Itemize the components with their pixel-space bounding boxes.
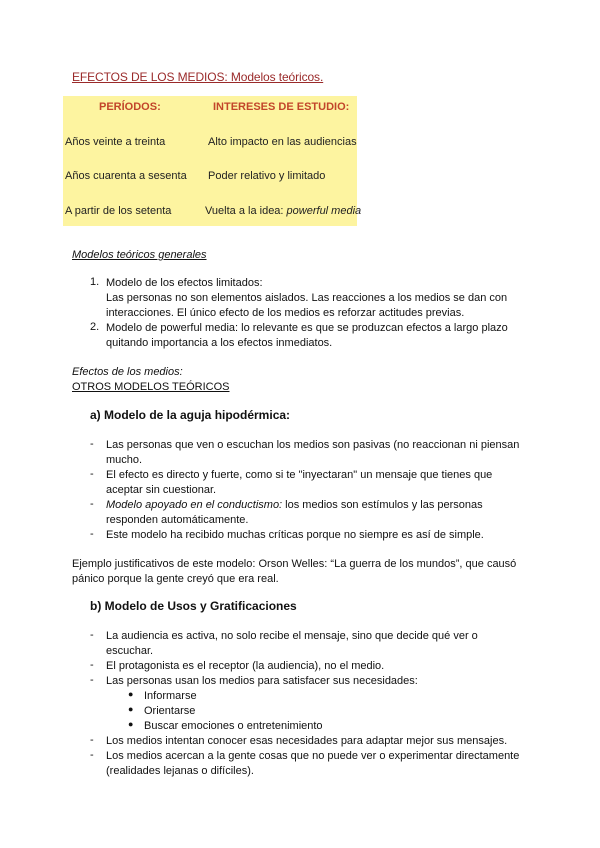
dot-bullet: ● bbox=[128, 719, 134, 729]
table-cell-period: Años cuarenta a sesenta bbox=[65, 170, 187, 182]
sub-list-item: Buscar emociones o entretenimiento bbox=[144, 720, 323, 732]
dash-bullet: - bbox=[90, 498, 94, 510]
effects-label: Efectos de los medios: bbox=[72, 366, 183, 378]
list-item-line: El protagonista es el receptor (la audiencia), no el medio. bbox=[106, 660, 385, 672]
list-item-line: Modelo apoyado en el conductismo: los medios son estímulos y las personas bbox=[106, 499, 483, 511]
dash-bullet: - bbox=[90, 438, 94, 450]
list-item-line: escuchar. bbox=[106, 645, 154, 657]
other-models-heading: OTROS MODELOS TEÓRICOS bbox=[72, 381, 230, 393]
example-text: Ejemplo justificativos de este modelo: Orson Welles: “La guerra de los mundos”, que causó bbox=[72, 558, 517, 570]
table-cell-period: Años veinte a treinta bbox=[65, 136, 166, 148]
list-item-line: aceptar sin cuestionar. bbox=[106, 484, 217, 496]
table-header-periods: PERÍODOS: bbox=[99, 101, 161, 113]
list-number: 2. bbox=[90, 321, 100, 333]
emphasis-text: Modelo apoyado en el conductismo: bbox=[106, 499, 283, 511]
list-item-line: El efecto es directo y fuerte, como si te "inyectaran" un mensaje que tienes que bbox=[106, 469, 493, 481]
list-item-line: Este modelo ha recibido muchas críticas porque no siempre es así de simple. bbox=[106, 529, 484, 541]
dot-bullet: ● bbox=[128, 689, 134, 699]
dot-bullet: ● bbox=[128, 704, 134, 714]
list-item-line: Los medios acercan a la gente cosas que no puede ver o experimentar directamente bbox=[106, 750, 520, 762]
table-cell-interest: Poder relativo y limitado bbox=[208, 170, 326, 182]
dash-bullet: - bbox=[90, 659, 94, 671]
list-item-line: Los medios intentan conocer esas necesidades para adaptar mejor sus mensajes. bbox=[106, 735, 508, 747]
dash-bullet: - bbox=[90, 674, 94, 686]
table-header-interests: INTERESES DE ESTUDIO: bbox=[213, 101, 350, 113]
table-cell-interest: Alto impacto en las audiencias bbox=[208, 136, 357, 148]
list-item-line: Las personas que ven o escuchan los medios son pasivas (no reaccionan ni piensan bbox=[106, 439, 520, 451]
list-item-line: (realidades lejanas o difíciles). bbox=[106, 765, 254, 777]
list-item-line: Las personas no son elementos aislados. Las reacciones a los medios se dan con bbox=[106, 292, 508, 304]
dash-bullet: - bbox=[90, 528, 94, 540]
example-text: pánico porque la gente creyó que era real. bbox=[72, 573, 279, 585]
dash-bullet: - bbox=[90, 629, 94, 641]
sub-list-item: Informarse bbox=[144, 690, 197, 702]
periods-table bbox=[63, 96, 362, 226]
list-item-line: responden automáticamente. bbox=[106, 514, 249, 526]
dash-bullet: - bbox=[90, 749, 94, 761]
table-cell-interest: Vuelta a la idea: powerful media bbox=[205, 205, 362, 217]
document-title: EFECTOS DE LOS MEDIOS: Modelos teóricos. bbox=[72, 70, 324, 84]
dash-bullet: - bbox=[90, 468, 94, 480]
list-item-line: interacciones. El único efecto de los medios es reforzar actitudes previas. bbox=[106, 307, 465, 319]
list-number: 1. bbox=[90, 276, 100, 288]
table-cell-emphasis: powerful media bbox=[286, 205, 362, 217]
list-item-line: Modelo de powerful media: lo relevante es que se produzcan efectos a largo plazo bbox=[106, 322, 508, 334]
list-item-line: mucho. bbox=[106, 454, 143, 466]
list-item-line: Las personas usan los medios para satisfacer sus necesidades: bbox=[106, 675, 418, 687]
list-item-line: Modelo de los efectos limitados: bbox=[106, 277, 263, 289]
list-item-line: quitando importancia a los efectos inmediatos. bbox=[106, 337, 333, 349]
dash-bullet: - bbox=[90, 734, 94, 746]
table-cell-period: A partir de los setenta bbox=[65, 205, 172, 217]
section-a-heading: a) Modelo de la aguja hipodérmica: bbox=[90, 408, 291, 422]
list-item-line: La audiencia es activa, no solo recibe el mensaje, sino que decide qué ver o bbox=[106, 630, 478, 642]
section-b-heading: b) Modelo de Usos y Gratificaciones bbox=[90, 599, 297, 613]
sub-list-item: Orientarse bbox=[144, 705, 196, 717]
general-models-heading: Modelos teóricos generales bbox=[72, 249, 207, 261]
